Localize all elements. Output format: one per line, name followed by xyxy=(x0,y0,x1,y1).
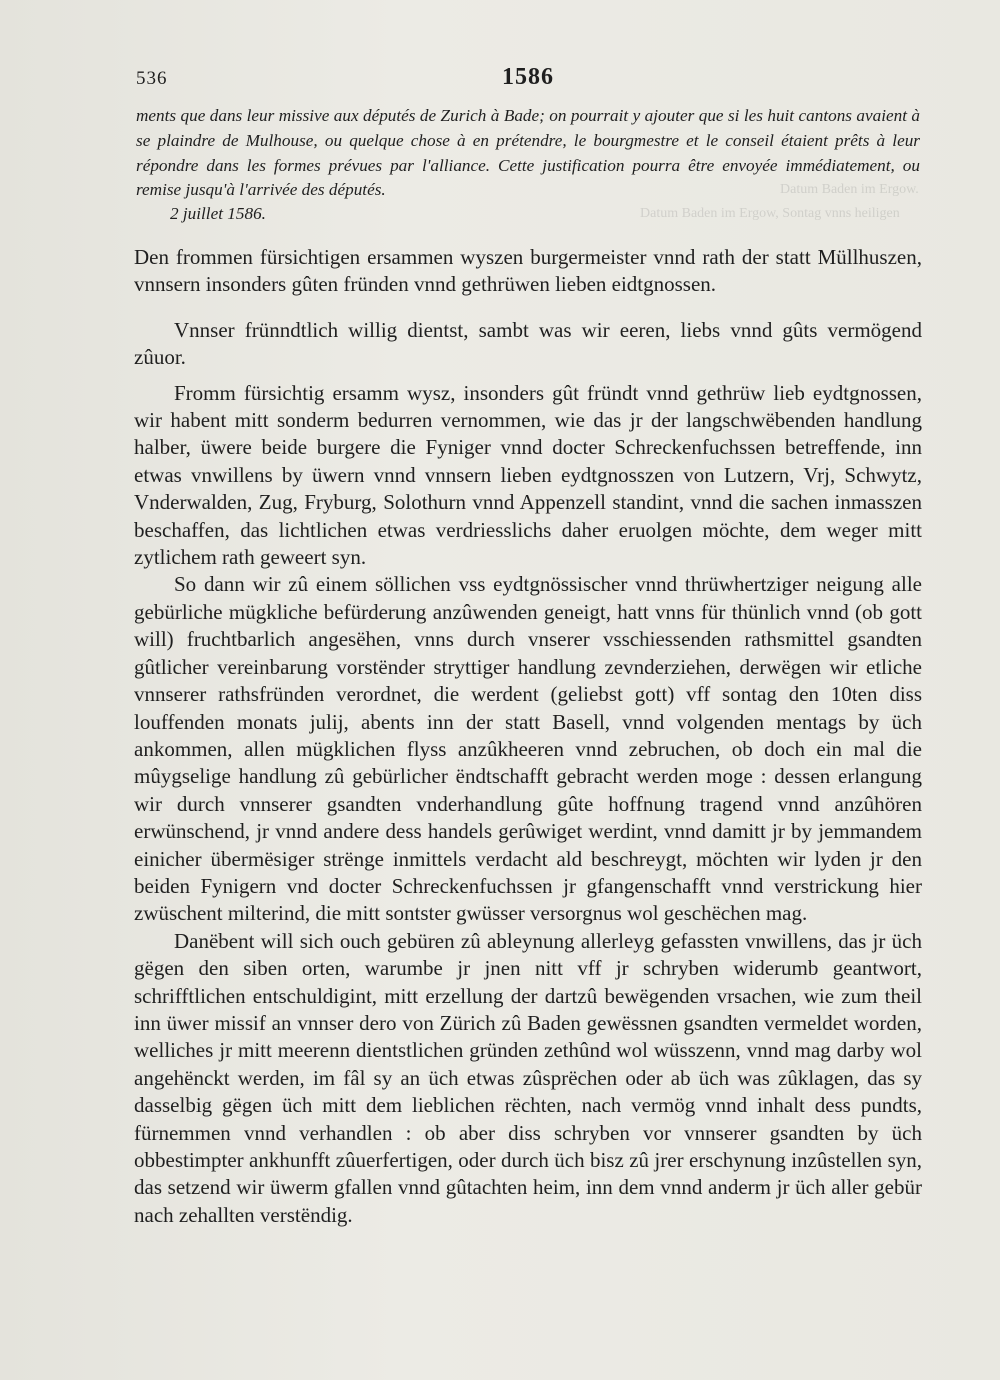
letter-paragraph: Danëbent will sich ouch gebüren zû ableynung allerleyg gefassten vnwillens, das jr üch gëgen den siben orten, warumbe jr jnen nitt vff jr schryben widerumb geantwort, schrifftlichen entschuldigint, mitt erzellung der dartzû bewëgenden vrsachen, wie zum theil inn üwer missif an vnnser dero von Zürich zû Baden gewëssnen gsandten vermeldet worden, welliches jr mitt meerenn dientstlichen gründen zethûnd wol wüsszenn, vnnd mag darby wol angehënckt werden, im fâl sy an üch etwas zûsprëchen oder ab üch was zûklagen, das sy dasselbig gëgen üch mitt dem lieblichen rëchten, nach vermög vnnd inhalt dess pundts, fürnemmen vnnd verhandlen : ob aber diss schryben vor vnnserer gsandten by üch obbestimpter ankhunfft zûuerfertigen, oder durch üch bisz zû jrer erschynung inzûstellen syn, das setzend wir üwerm gfallen vnnd gûtachten heim, inn dem vnnd anderm jr üch aller gebür nach zehallten verstëndig. xyxy=(134,928,922,1227)
bleed-through-text: Datum Baden im Ergow. xyxy=(780,182,919,197)
letter-body xyxy=(134,244,922,1229)
letter-paragraph: So dann wir zû einem söllichen vss eydtgnössischer vnnd thrüwhertziger neigung alle gebürliche mügkliche befürderung anzûwenden geneigt, hatt vnns für thünlich vnnd (ob gott will) fruchtbarlich angesëhen, vnns durch vnserer vsschiessenden rathsmittel gsandten gûtlicher vereinbarung vorstënder stryttiger handlung zevnderziehen, derwëgen wir etliche vnnserer rathsfründen verordnet, die werdent (geliebst gott) vff sontag den 10ten diss louffenden monats julij, abents inn der statt Basell, vnnd volgenden mentags by üch ankommen, allen mügklichen flyss anzûkheeren vnnd zebruchen, ob doch ein mal die mûygselige handlung zû gebürlicher ëndtschafft gebracht werden moge : dessen erlangung wir durch vnnserer gsandten vnderhandlung gûte hoffnung tragend vnnd anzûhören erwünschend, jr vnnd andere dess handels gerûwiget werdint, vnnd damitt jr by jemmandem einicher übermësiger strënge inmittels verdacht ald beschreygt, möchten wir lyden jr den beiden Fynigern vnd docter Schreckenfuchssen jr gfangenschafft vnnd verstrickung hier zwüschent milterind, die mitt sontster gwüsser versorgnus wol geschëchen mag. xyxy=(134,572,922,926)
year-heading: 1586 xyxy=(502,64,554,90)
bleed-through-text: Datum Baden im Ergow, Sontag vnns heiligen xyxy=(640,206,900,221)
letter-paragraph: Fromm fürsichtig ersamm wysz, insonders gût fründt vnnd gethrüw lieb eydtgnossen, wir habent mitt sonderm bedurren vernommen, wie das jr der langschwëbenden handlung halber, üwere beide burgere die Fyniger vnnd docter Schreckenfuchssen betreffende, inn etwas vnwillens by üwern vnnd vnnsern lieben eydtgnosszen von Lutzern, Vrj, Schwytz, Vnderwalden, Zug, Fryburg, Solothurn vnnd Appenzell standint, vnnd die sachen inmasszen beschaffen, das lichtlichen etwas verdriesslichs daher eruolgen möchte, dem weger mitt zytlichem rath geweert syn. xyxy=(134,380,922,570)
running-head xyxy=(136,64,920,94)
note-date: 2 juillet 1586. xyxy=(170,204,266,223)
letter-greeting: Vnnser frünndtlich willig dientst, sambt was wir eeren, liebs vnnd gûts vermögend zûuor. xyxy=(134,317,922,370)
page-number: 536 xyxy=(136,68,168,89)
letter-address: Den frommen fürsichtigen ersammen wyszen burgermeister vnnd rath der statt Müllhuszen, vnnsern insonders gûten fründen vnnd gethrüwen lieben eidtgnossen. xyxy=(134,245,922,297)
editorial-note: ments que dans leur missive aux députés de Zurich à Bade; on pourrait y ajouter que si les huit cantons avaient à se plaindre de Mulhouse, ou quelque chose à en prétendre, le bourgmestre et le conseil étaient prêts à leur répondre dans les formes prévues par l'alliance. Cette justification pourra être envoyée immédiatement, ou remise jusqu'à l'arrivée des députés. xyxy=(136,106,920,200)
